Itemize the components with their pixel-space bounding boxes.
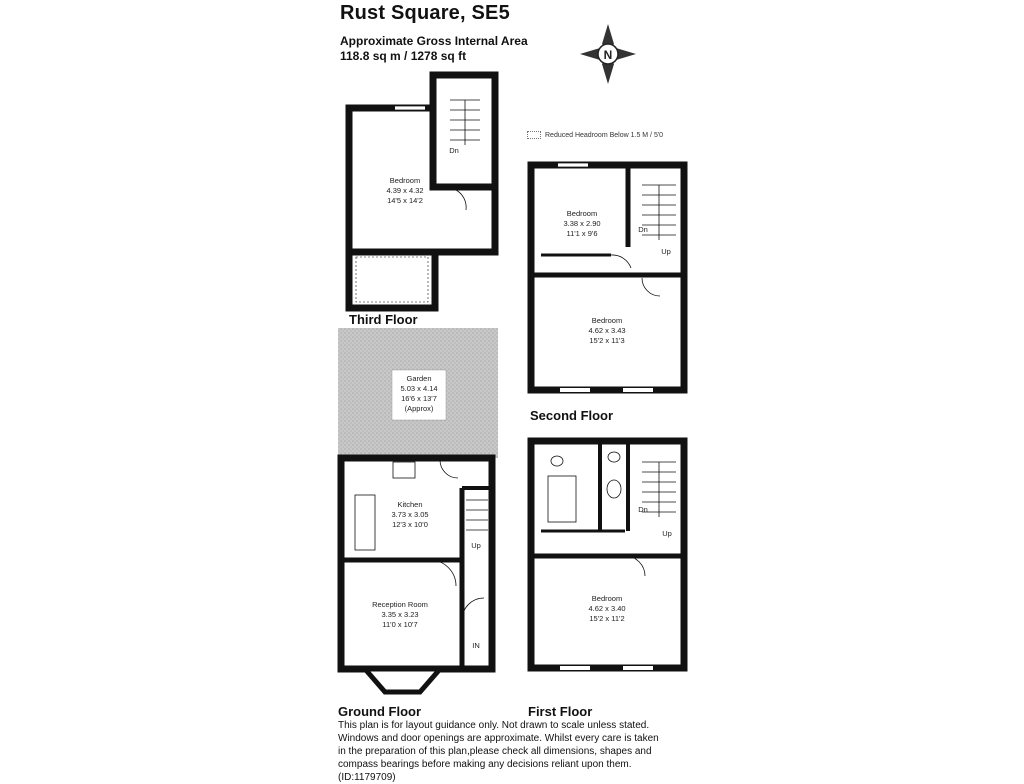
second-bedroom-small-name: Bedroom: [566, 209, 598, 218]
third-floor-label: Third Floor: [349, 312, 418, 327]
second-floor-label: Second Floor: [530, 408, 614, 423]
second-bedroom-small-imperial: 11'1 x 9'6: [566, 229, 598, 238]
legend-text: Reduced Headroom Below 1.5 M / 5'0: [545, 131, 664, 139]
first-stairs-dn: Dn: [638, 505, 648, 514]
compass-icon: [580, 24, 636, 84]
first-bedroom-imperial: 15'2 x 11'2: [589, 614, 625, 623]
kitchen-name: Kitchen: [397, 500, 423, 509]
area-label: Approximate Gross Internal Area: [340, 34, 528, 48]
second-stairs-dn: Dn: [638, 225, 648, 234]
first-floor-plan: [531, 441, 684, 668]
garden-imperial: 16'6 x 13'7: [401, 394, 437, 403]
kitchen-metric: 3.73 x 3.05: [391, 510, 429, 519]
ground-stairs-up: Up: [471, 541, 481, 550]
disclaimer: This plan is for layout guidance only. Not drawn to scale unless stated. Windows and door openings are approximate. Whilst every care is taken in the preparation of this plan,please check all dimensions, shapes and compass bearings before making any decisions reliant upon them.(ID:1179709): [338, 720, 659, 783]
first-bedroom-name: Bedroom: [591, 594, 623, 603]
second-floor-plan: [531, 163, 684, 390]
compass-letter: N: [603, 48, 613, 62]
kitchen-imperial: 12'3 x 10'0: [392, 520, 428, 529]
entrance-label: IN: [472, 641, 480, 650]
third-bedroom-metric: 4.39 x 4.32: [386, 186, 424, 195]
second-stairs-up: Up: [661, 247, 671, 256]
first-floor-label: First Floor: [528, 704, 593, 719]
ground-floor-label: Ground Floor: [338, 704, 422, 719]
first-stairs-up: Up: [662, 529, 672, 538]
second-bedroom-small-metric: 3.38 x 2.90: [563, 219, 601, 228]
reception-metric: 3.35 x 3.23: [381, 610, 419, 619]
plan-title: Rust Square, SE5: [340, 2, 510, 24]
second-bedroom-large-name: Bedroom: [591, 316, 623, 325]
garden-name: Garden: [406, 374, 432, 383]
third-bedroom-imperial: 14'5 x 14'2: [387, 196, 423, 205]
reception-name: Reception Room: [372, 600, 428, 609]
garden-metric: 5.03 x 4.14: [400, 384, 438, 393]
third-stairs-dn: Dn: [449, 146, 459, 155]
area-value: 118.8 sq m / 1278 sq ft: [340, 49, 467, 63]
first-bedroom-metric: 4.62 x 3.40: [588, 604, 626, 613]
reception-imperial: 11'0 x 10'7: [382, 620, 418, 629]
second-bedroom-large-imperial: 15'2 x 11'3: [589, 336, 625, 345]
second-bedroom-large-metric: 4.62 x 3.43: [588, 326, 626, 335]
third-bedroom-name: Bedroom: [389, 176, 421, 185]
garden-note: (Approx): [404, 404, 434, 413]
